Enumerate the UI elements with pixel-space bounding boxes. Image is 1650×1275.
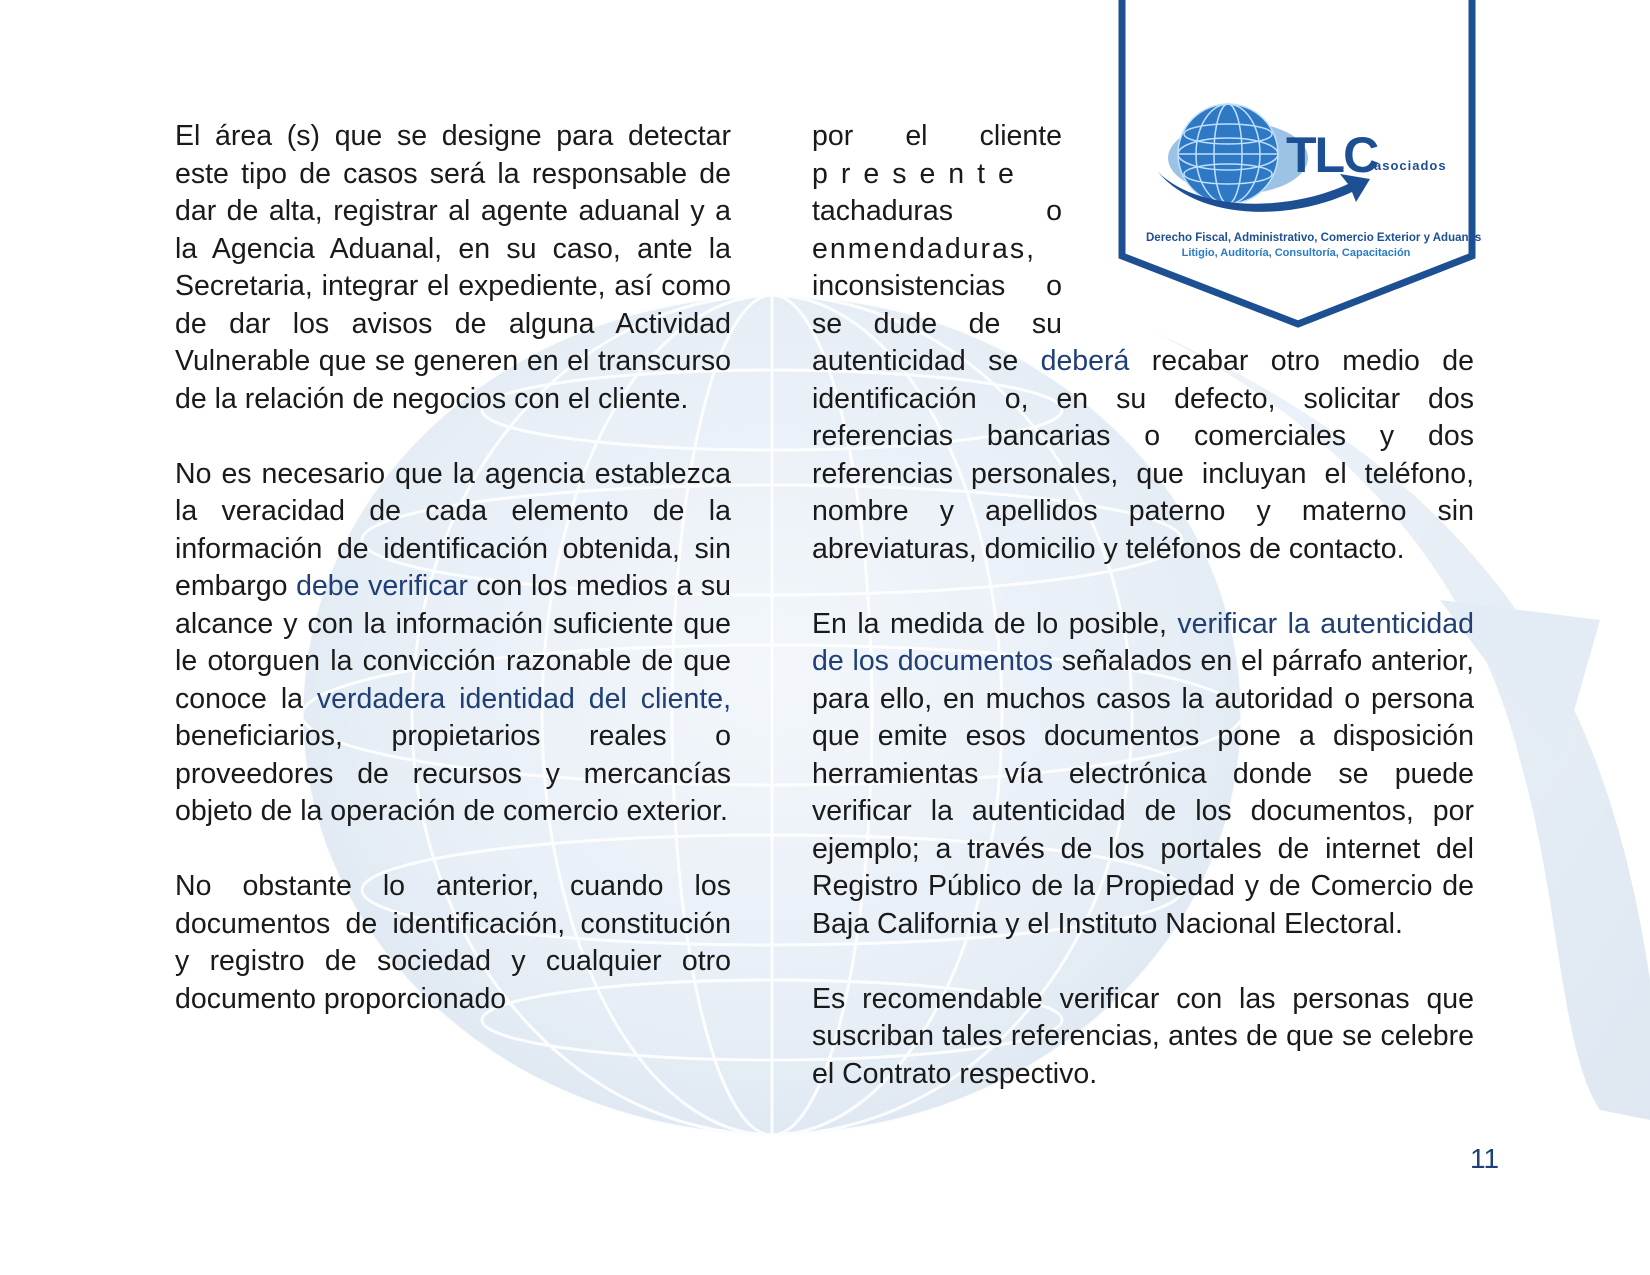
paragraph-area-responsable: El área (s) que se designe para detectar este tipo de casos será la responsable de dar de alta, registrar al agente aduanal y a la Agencia Aduanal, en su caso, ante la Secretaria, integrar el expediente, así como de dar los avisos de alguna Actividad Vulnerable que se generen en el transcurso de la relación de negocios con el cliente. — [175, 120, 731, 415]
text-line: tachaduras o — [812, 195, 1062, 227]
left-column — [175, 118, 731, 1018]
logo-tagline: Derecho Fiscal, Administrativo, Comercio Exterior y Aduanas — [1146, 232, 1482, 244]
text-line: se dude de su — [812, 307, 1062, 340]
logo-suffix: asociados — [1374, 158, 1447, 173]
paragraph-recomendable: Es recomendable verificar con las personas que suscriban tales referencias, antes de que se celebre el Contrato respectivo. — [812, 982, 1474, 1090]
paragraph-text: beneficiarios, propietarios reales o proveedores de recursos y mercancías objeto de la operación de comercio exterior. — [175, 720, 731, 827]
paragraph-autenticidad — [812, 343, 1474, 568]
paragraph-text: señalados en el párrafo anterior, para ello, en muchos casos la autoridad o persona que emite esos documentos pone a disposición herramientas vía electrónica donde se puede verificar la autenticidad de los documentos, por ejemplo; a través de los portales de internet del Registro Público de la Propiedad y de Comercio de Baja California y el Instituto Nacional Electoral. — [812, 645, 1474, 940]
right-column-top — [812, 118, 1062, 343]
right-column — [812, 343, 1474, 1093]
highlight-debe-verificar: debe verificar — [296, 570, 468, 602]
paragraph-no-obstante: No obstante lo anterior, cuando los documentos de identificación, constitución y registro de sociedad y cualquier otro documento proporcionado — [175, 870, 731, 1015]
paragraph-text: autenticidad se — [812, 345, 1041, 377]
highlight-verificar-autenticidad: verificar la autenticidad de los documentos — [812, 607, 1474, 677]
highlight-debera: deberá — [1040, 345, 1130, 377]
page-number: 11 — [1470, 1143, 1500, 1174]
text-line: por el cliente — [812, 120, 1062, 152]
logo-services: Litigio, Auditoría, Consultoría, Capacitación — [1181, 247, 1411, 259]
paragraph-text: recabar otro medio de identificación o, en su defecto, solicitar dos referencias bancarias o comerciales y dos referencias personales, que incluyan el teléfono, nombre y apellidos paterno y materno sin abreviaturas, domicilio y teléfonos de contacto. — [812, 345, 1474, 565]
text-line: enmendaduras, — [812, 232, 1037, 265]
paragraph-veracidad — [175, 456, 731, 831]
paragraph-medida-posible — [812, 606, 1474, 944]
paragraph-text: En la medida de lo posible, — [812, 607, 1178, 640]
paragraph-text: con los medios a su alcance y con la información suficiente que le otorguen la convicción razonable de que conoce la — [175, 570, 731, 715]
logo-brand: TLC — [1286, 127, 1378, 183]
highlight-verdadera-identidad: verdadera identidad del cliente, — [316, 682, 732, 715]
text-line: inconsistencias o — [812, 270, 1062, 302]
paragraph-text: No es necesario que la agencia establezca la veracidad de cada elemento de la información de identificación obtenida, sin embargo — [175, 457, 731, 602]
text-line: presente — [812, 157, 1027, 190]
